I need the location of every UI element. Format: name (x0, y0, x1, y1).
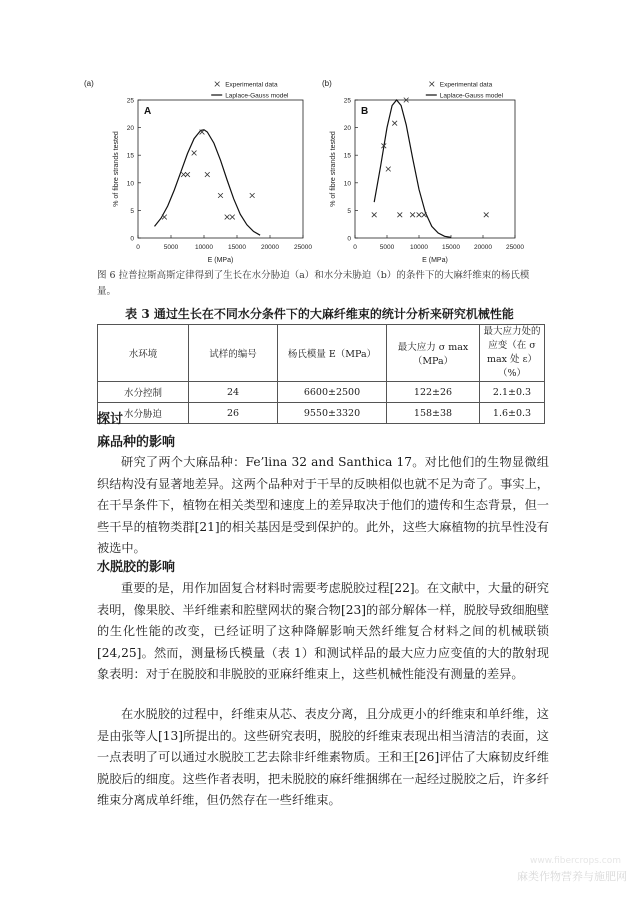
data-point (484, 212, 489, 217)
y-tick-label: 0 (130, 235, 134, 243)
x-tick-label: 20000 (473, 244, 493, 251)
section-heading-variety: 麻品种的影响 (97, 435, 176, 450)
section-heading-discussion: 探讨 (97, 412, 124, 427)
legend-entry: Laplace-Gauss model (439, 92, 504, 100)
data-point (218, 193, 223, 198)
y-tick-label: 15 (126, 152, 134, 160)
legend-entry: Laplace-Gauss model (225, 92, 289, 100)
table-cell: 水分胁迫 (98, 403, 189, 424)
data-point (225, 215, 230, 220)
x-tick-label: 0 (353, 244, 357, 251)
section-heading-retting: 水脱胶的影响 (97, 560, 176, 575)
table-header-cell: 最大应力 σ max（MPa） (387, 325, 480, 382)
data-point (185, 172, 190, 177)
x-tick-label: 25000 (293, 244, 313, 251)
table-header-row (98, 325, 545, 382)
y-tick-label: 20 (126, 125, 134, 133)
x-tick-label: 20000 (260, 244, 280, 251)
x-axis-label: E (MPa) (207, 257, 234, 264)
y-tick-label: 10 (343, 180, 351, 188)
y-tick-label: 15 (343, 152, 351, 160)
data-point (410, 212, 415, 217)
y-tick-label: 5 (347, 207, 351, 215)
model-curve (155, 130, 261, 235)
data-point (162, 215, 167, 220)
legend-entry: Experimental data (225, 81, 278, 89)
x-tick-label: 10000 (409, 244, 429, 251)
table-cell: 24 (189, 382, 278, 403)
table-title: 表 3 通过生长在不同水分条件下的大麻纤维束的统计分析来研究机械性能 (125, 307, 514, 321)
y-tick-label: 10 (126, 180, 134, 188)
table-cell: 6600±2500 (278, 382, 387, 403)
data-point (372, 212, 377, 217)
data-point (181, 172, 186, 177)
panel-letter: B (361, 106, 369, 117)
properties-table (97, 324, 545, 424)
table-row (98, 382, 545, 403)
paragraph-retting-1: 重要的是，用作加固复合材料时需要考虑脱胶过程[22]。在文献中，大量的研究表明，像果胶、半纤维素和腔壁网状的聚合物[23]的部分解体一样，脱胶导致细胞壁的生化性能的改变，已经证明了这种降解影响天然纤维复合材料之间的机械联锁[24,25]。然而，测量杨氏模量（表 1）和测试样品的最大应力应变值的大的散射现象表明：对于在脱胶和非脱胶的亚麻纤维束上，这些机械性能没有测量的差异。 (97, 581, 549, 681)
data-point (397, 212, 402, 217)
x-tick-label: 15000 (227, 244, 247, 251)
chart-panel-a (84, 79, 312, 264)
watermark-url: www.fibercrops.com (530, 856, 621, 866)
legend-entry: Experimental data (439, 81, 493, 89)
table-cell: 9550±3320 (278, 403, 387, 424)
figure-6 (80, 76, 560, 266)
chart-panel-b (322, 79, 524, 264)
plot-frame (355, 100, 515, 238)
data-point (205, 172, 210, 177)
y-tick-label: 20 (343, 125, 351, 133)
model-curve (374, 100, 451, 237)
table-cell: 水分控制 (98, 382, 189, 403)
x-tick-label: 25000 (505, 244, 525, 251)
table-cell: 2.1±0.3 (480, 382, 545, 403)
y-axis-label: % of fibre strands tested (113, 131, 120, 207)
x-tick-label: 5000 (379, 244, 395, 251)
panel-label: (b) (322, 79, 332, 88)
table-cell: 158±38 (387, 403, 480, 424)
data-point (417, 212, 422, 217)
table-header-cell: 试样的编号 (189, 325, 278, 382)
x-tick-label: 5000 (163, 244, 179, 251)
paragraph-variety: 研究了两个大麻品种：Fe’lina 32 and Santhica 17。对比他们的生物显微组织结构没有显著地差异。这两个品种对于干旱的反映相似也就不足为奇了。事实上，在干旱条件下，植物在相关类型和速度上的差异取决于他们的遗传和生态背景，但一些干旱的植物类群[21]的相关基因是受到保护的。此外，这些大麻植物的抗旱性没有被选中。 (97, 455, 549, 555)
plot-frame (138, 100, 303, 238)
y-axis-label: % of fibre strands tested (330, 131, 337, 207)
figure-caption: 图 6 拉普拉斯高斯定律得到了生长在水分胁迫（a）和水分未胁迫（b）的条件下的大麻纤维束的杨氏模量。 (97, 270, 530, 297)
data-point (386, 167, 391, 172)
data-point (250, 193, 255, 198)
data-point (230, 215, 235, 220)
y-tick-label: 5 (130, 207, 134, 215)
table-header-cell: 杨氏模量 E（MPa） (278, 325, 387, 382)
table-row (98, 403, 545, 424)
table-header-cell: 水环境 (98, 325, 189, 382)
table-cell: 26 (189, 403, 278, 424)
y-tick-label: 25 (343, 97, 351, 105)
watermark-text: 麻类作物营养与施肥网 (517, 870, 627, 883)
paragraph-retting-2: 在水脱胶的过程中，纤维束从芯、表皮分离，且分成更小的纤维束和单纤维，这是由张等人[13]所提出的。这些研究表明，脱胶的纤维束表现出相当清洁的表面，这一点表明了可以通过水脱胶工艺去除非纤维素物质。王和王[26]评估了大麻韧皮纤维脱胶后的细度。这些作者表明，把未脱胶的麻纤维捆绑在一起经过脱胶之后，许多纤维束分离成单纤维，但仍然存在一些纤维束。 (97, 707, 549, 807)
x-tick-label: 15000 (441, 244, 461, 251)
x-axis-label: E (MPa) (422, 257, 448, 264)
y-tick-label: 0 (347, 235, 351, 243)
table-header-cell: 最大应力处的应变（在 σ max 处 ε）（%） (480, 325, 545, 382)
table-cell: 122±26 (387, 382, 480, 403)
data-point (192, 151, 197, 156)
x-tick-label: 0 (136, 244, 140, 251)
y-tick-label: 25 (126, 97, 134, 105)
data-point (392, 121, 397, 126)
x-tick-label: 10000 (194, 244, 214, 251)
panel-label: (a) (84, 79, 94, 88)
table-cell: 1.6±0.3 (480, 403, 545, 424)
panel-letter: A (144, 106, 152, 117)
